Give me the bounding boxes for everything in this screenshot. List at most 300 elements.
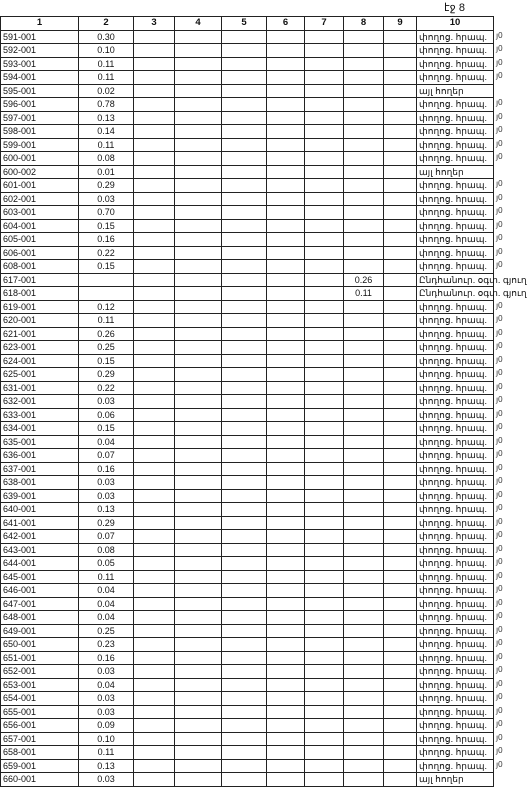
parcel-id-cell: 653-001 bbox=[1, 678, 79, 692]
table-row bbox=[1, 152, 494, 166]
empty-cell bbox=[305, 179, 344, 193]
empty-cell bbox=[222, 705, 267, 719]
area-cell: 0.14 bbox=[79, 125, 134, 139]
public-area-cell bbox=[344, 719, 384, 733]
empty-cell bbox=[305, 530, 344, 544]
column-header-9: 9 bbox=[384, 17, 417, 31]
empty-cell bbox=[267, 665, 305, 679]
empty-cell bbox=[384, 719, 417, 733]
table-row bbox=[1, 57, 494, 71]
empty-cell bbox=[267, 476, 305, 490]
empty-cell bbox=[222, 57, 267, 71]
empty-cell bbox=[222, 692, 267, 706]
empty-cell bbox=[384, 462, 417, 476]
land-use-cell: փողոց. հրապ. bbox=[417, 516, 494, 530]
empty-cell bbox=[384, 246, 417, 260]
empty-cell bbox=[175, 368, 222, 382]
empty-cell bbox=[134, 354, 175, 368]
land-use-cell: փողոց. հրապ. bbox=[417, 44, 494, 58]
area-cell: 0.11 bbox=[79, 746, 134, 760]
table-row bbox=[1, 651, 494, 665]
empty-cell bbox=[305, 489, 344, 503]
empty-cell bbox=[384, 192, 417, 206]
empty-cell bbox=[222, 152, 267, 166]
public-area-cell bbox=[344, 516, 384, 530]
parcel-id-cell: 654-001 bbox=[1, 692, 79, 706]
table-row bbox=[1, 530, 494, 544]
empty-cell bbox=[175, 381, 222, 395]
land-use-cell: փողոց. հրապ. bbox=[417, 246, 494, 260]
area-cell: 0.08 bbox=[79, 152, 134, 166]
empty-cell bbox=[222, 246, 267, 260]
empty-cell bbox=[134, 503, 175, 517]
empty-cell bbox=[305, 503, 344, 517]
table-row bbox=[1, 246, 494, 260]
public-area-cell: 0.11 bbox=[344, 287, 384, 301]
empty-cell bbox=[267, 530, 305, 544]
empty-cell bbox=[305, 476, 344, 490]
margin-note: յ0 bbox=[496, 760, 503, 769]
empty-cell bbox=[222, 422, 267, 436]
empty-cell bbox=[384, 773, 417, 787]
empty-cell bbox=[267, 503, 305, 517]
area-cell bbox=[79, 273, 134, 287]
land-use-cell: փողոց. հրապ. bbox=[417, 408, 494, 422]
empty-cell bbox=[305, 584, 344, 598]
area-cell: 0.03 bbox=[79, 476, 134, 490]
empty-cell bbox=[134, 638, 175, 652]
empty-cell bbox=[222, 557, 267, 571]
empty-cell bbox=[267, 449, 305, 463]
land-use-cell: փողոց. հրապ. bbox=[417, 260, 494, 274]
land-use-cell: փողոց. հրապ. bbox=[417, 138, 494, 152]
header-row bbox=[1, 17, 494, 31]
area-cell: 0.16 bbox=[79, 233, 134, 247]
empty-cell bbox=[134, 98, 175, 112]
empty-cell bbox=[222, 570, 267, 584]
empty-cell bbox=[305, 287, 344, 301]
empty-cell bbox=[267, 57, 305, 71]
column-header-5: 5 bbox=[222, 17, 267, 31]
empty-cell bbox=[175, 395, 222, 409]
public-area-cell: 0.26 bbox=[344, 273, 384, 287]
area-cell: 0.04 bbox=[79, 678, 134, 692]
table-row bbox=[1, 395, 494, 409]
land-use-cell: փողոց. հրապ. bbox=[417, 746, 494, 760]
land-use-cell: փողոց. հրապ. bbox=[417, 719, 494, 733]
land-use-cell: փողոց. հրապ. bbox=[417, 206, 494, 220]
empty-cell bbox=[305, 341, 344, 355]
public-area-cell bbox=[344, 584, 384, 598]
empty-cell bbox=[267, 692, 305, 706]
empty-cell bbox=[267, 611, 305, 625]
parcel-id-cell: 644-001 bbox=[1, 557, 79, 571]
land-use-cell: Ընդհանուր. օգտ. գյուղ bbox=[417, 273, 494, 287]
empty-cell bbox=[384, 273, 417, 287]
empty-cell bbox=[384, 219, 417, 233]
empty-cell bbox=[222, 341, 267, 355]
public-area-cell bbox=[344, 570, 384, 584]
margin-note: յ0 bbox=[496, 490, 503, 499]
empty-cell bbox=[384, 300, 417, 314]
empty-cell bbox=[305, 71, 344, 85]
empty-cell bbox=[134, 530, 175, 544]
public-area-cell bbox=[344, 206, 384, 220]
empty-cell bbox=[222, 233, 267, 247]
empty-cell bbox=[267, 125, 305, 139]
empty-cell bbox=[384, 44, 417, 58]
empty-cell bbox=[384, 408, 417, 422]
empty-cell bbox=[222, 327, 267, 341]
empty-cell bbox=[175, 165, 222, 179]
parcel-id-cell: 603-001 bbox=[1, 206, 79, 220]
margin-note: յ0 bbox=[496, 544, 503, 553]
empty-cell bbox=[267, 192, 305, 206]
land-use-cell: փողոց. հրապ. bbox=[417, 597, 494, 611]
empty-cell bbox=[134, 678, 175, 692]
empty-cell bbox=[267, 759, 305, 773]
table-row bbox=[1, 30, 494, 44]
table-row bbox=[1, 719, 494, 733]
empty-cell bbox=[222, 84, 267, 98]
empty-cell bbox=[134, 192, 175, 206]
public-area-cell bbox=[344, 759, 384, 773]
empty-cell bbox=[267, 368, 305, 382]
empty-cell bbox=[134, 57, 175, 71]
public-area-cell bbox=[344, 489, 384, 503]
empty-cell bbox=[305, 449, 344, 463]
area-cell: 0.04 bbox=[79, 435, 134, 449]
empty-cell bbox=[267, 314, 305, 328]
public-area-cell bbox=[344, 57, 384, 71]
empty-cell bbox=[134, 44, 175, 58]
empty-cell bbox=[305, 219, 344, 233]
empty-cell bbox=[267, 246, 305, 260]
parcel-id-cell: 620-001 bbox=[1, 314, 79, 328]
public-area-cell bbox=[344, 192, 384, 206]
table-row bbox=[1, 665, 494, 679]
empty-cell bbox=[222, 408, 267, 422]
land-use-cell: փողոց. հրապ. bbox=[417, 192, 494, 206]
empty-cell bbox=[134, 327, 175, 341]
margin-note: յ0 bbox=[496, 517, 503, 526]
area-cell: 0.13 bbox=[79, 759, 134, 773]
empty-cell bbox=[222, 597, 267, 611]
empty-cell bbox=[384, 678, 417, 692]
parcel-id-cell: 650-001 bbox=[1, 638, 79, 652]
area-cell: 0.03 bbox=[79, 665, 134, 679]
margin-note: յ0 bbox=[496, 179, 503, 188]
parcel-id-cell: 655-001 bbox=[1, 705, 79, 719]
margin-note: յ0 bbox=[496, 58, 503, 67]
empty-cell bbox=[134, 462, 175, 476]
area-cell: 0.04 bbox=[79, 611, 134, 625]
empty-cell bbox=[222, 300, 267, 314]
empty-cell bbox=[134, 543, 175, 557]
empty-cell bbox=[134, 476, 175, 490]
column-header-8: 8 bbox=[344, 17, 384, 31]
margin-note: յ0 bbox=[496, 44, 503, 53]
empty-cell bbox=[134, 381, 175, 395]
empty-cell bbox=[384, 84, 417, 98]
empty-cell bbox=[175, 57, 222, 71]
empty-cell bbox=[267, 30, 305, 44]
empty-cell bbox=[222, 462, 267, 476]
public-area-cell bbox=[344, 165, 384, 179]
empty-cell bbox=[384, 98, 417, 112]
empty-cell bbox=[175, 84, 222, 98]
empty-cell bbox=[222, 98, 267, 112]
empty-cell bbox=[267, 435, 305, 449]
margin-note: յ0 bbox=[496, 233, 503, 242]
empty-cell bbox=[134, 746, 175, 760]
public-area-cell bbox=[344, 260, 384, 274]
area-cell: 0.25 bbox=[79, 341, 134, 355]
public-area-cell bbox=[344, 246, 384, 260]
empty-cell bbox=[134, 233, 175, 247]
land-use-cell: փողոց. հրապ. bbox=[417, 530, 494, 544]
public-area-cell bbox=[344, 84, 384, 98]
empty-cell bbox=[305, 260, 344, 274]
table-row bbox=[1, 287, 494, 301]
public-area-cell bbox=[344, 300, 384, 314]
public-area-cell bbox=[344, 624, 384, 638]
land-use-cell: Ընդհանուր. օգտ. գյուղ bbox=[417, 287, 494, 301]
table-row bbox=[1, 408, 494, 422]
parcel-id-cell: 621-001 bbox=[1, 327, 79, 341]
area-cell: 0.05 bbox=[79, 557, 134, 571]
empty-cell bbox=[384, 30, 417, 44]
empty-cell bbox=[222, 530, 267, 544]
empty-cell bbox=[267, 84, 305, 98]
empty-cell bbox=[175, 462, 222, 476]
table-row bbox=[1, 422, 494, 436]
table-row bbox=[1, 84, 494, 98]
public-area-cell bbox=[344, 125, 384, 139]
empty-cell bbox=[175, 219, 222, 233]
parcel-id-cell: 591-001 bbox=[1, 30, 79, 44]
area-cell: 0.23 bbox=[79, 638, 134, 652]
area-cell: 0.10 bbox=[79, 732, 134, 746]
table-row bbox=[1, 192, 494, 206]
parcel-id-cell: 657-001 bbox=[1, 732, 79, 746]
empty-cell bbox=[267, 570, 305, 584]
empty-cell bbox=[222, 30, 267, 44]
margin-note: յ0 bbox=[496, 746, 503, 755]
empty-cell bbox=[384, 570, 417, 584]
parcel-id-cell: 600-002 bbox=[1, 165, 79, 179]
parcel-id-cell: 645-001 bbox=[1, 570, 79, 584]
area-cell: 0.11 bbox=[79, 57, 134, 71]
empty-cell bbox=[384, 557, 417, 571]
empty-cell bbox=[175, 705, 222, 719]
area-cell: 0.03 bbox=[79, 705, 134, 719]
land-use-cell: փողոց. հրապ. bbox=[417, 395, 494, 409]
public-area-cell bbox=[344, 233, 384, 247]
empty-cell bbox=[305, 152, 344, 166]
empty-cell bbox=[384, 651, 417, 665]
land-use-cell: փողոց. հրապ. bbox=[417, 354, 494, 368]
empty-cell bbox=[267, 584, 305, 598]
public-area-cell bbox=[344, 111, 384, 125]
empty-cell bbox=[305, 246, 344, 260]
public-area-cell bbox=[344, 44, 384, 58]
margin-note: յ0 bbox=[496, 382, 503, 391]
empty-cell bbox=[175, 665, 222, 679]
empty-cell bbox=[222, 125, 267, 139]
empty-cell bbox=[267, 746, 305, 760]
public-area-cell bbox=[344, 152, 384, 166]
column-header-10: 10 bbox=[417, 17, 494, 31]
area-cell: 0.11 bbox=[79, 314, 134, 328]
empty-cell bbox=[267, 732, 305, 746]
table-row bbox=[1, 516, 494, 530]
land-use-cell: փողոց. հրապ. bbox=[417, 300, 494, 314]
empty-cell bbox=[222, 44, 267, 58]
empty-cell bbox=[175, 192, 222, 206]
table-row bbox=[1, 543, 494, 557]
table-row bbox=[1, 759, 494, 773]
margin-note: յ0 bbox=[496, 328, 503, 337]
empty-cell bbox=[305, 516, 344, 530]
empty-cell bbox=[384, 530, 417, 544]
public-area-cell bbox=[344, 503, 384, 517]
land-use-cell: փողոց. հրապ. bbox=[417, 651, 494, 665]
table-row bbox=[1, 354, 494, 368]
empty-cell bbox=[134, 30, 175, 44]
column-header-2: 2 bbox=[79, 17, 134, 31]
empty-cell bbox=[267, 489, 305, 503]
empty-cell bbox=[305, 314, 344, 328]
empty-cell bbox=[267, 327, 305, 341]
empty-cell bbox=[305, 678, 344, 692]
empty-cell bbox=[384, 71, 417, 85]
empty-cell bbox=[134, 246, 175, 260]
empty-cell bbox=[267, 422, 305, 436]
empty-cell bbox=[267, 395, 305, 409]
empty-cell bbox=[384, 611, 417, 625]
area-cell: 0.16 bbox=[79, 651, 134, 665]
margin-note: յ0 bbox=[496, 139, 503, 148]
empty-cell bbox=[222, 192, 267, 206]
empty-cell bbox=[384, 152, 417, 166]
public-area-cell bbox=[344, 30, 384, 44]
parcel-id-cell: 658-001 bbox=[1, 746, 79, 760]
area-cell: 0.70 bbox=[79, 206, 134, 220]
empty-cell bbox=[175, 651, 222, 665]
public-area-cell bbox=[344, 138, 384, 152]
land-use-cell: փողոց. հրապ. bbox=[417, 125, 494, 139]
empty-cell bbox=[175, 516, 222, 530]
empty-cell bbox=[305, 233, 344, 247]
empty-cell bbox=[222, 665, 267, 679]
empty-cell bbox=[384, 287, 417, 301]
empty-cell bbox=[175, 98, 222, 112]
empty-cell bbox=[305, 624, 344, 638]
empty-cell bbox=[305, 138, 344, 152]
empty-cell bbox=[305, 273, 344, 287]
margin-note: յ0 bbox=[496, 719, 503, 728]
empty-cell bbox=[222, 71, 267, 85]
margin-note: յ0 bbox=[496, 476, 503, 485]
empty-cell bbox=[175, 476, 222, 490]
area-cell: 0.13 bbox=[79, 503, 134, 517]
column-header-4: 4 bbox=[175, 17, 222, 31]
public-area-cell bbox=[344, 705, 384, 719]
empty-cell bbox=[267, 287, 305, 301]
empty-cell bbox=[134, 138, 175, 152]
empty-cell bbox=[305, 368, 344, 382]
empty-cell bbox=[384, 381, 417, 395]
empty-cell bbox=[267, 597, 305, 611]
parcel-id-cell: 649-001 bbox=[1, 624, 79, 638]
empty-cell bbox=[384, 233, 417, 247]
empty-cell bbox=[384, 543, 417, 557]
empty-cell bbox=[384, 138, 417, 152]
empty-cell bbox=[384, 665, 417, 679]
empty-cell bbox=[267, 152, 305, 166]
empty-cell bbox=[134, 489, 175, 503]
area-cell: 0.15 bbox=[79, 354, 134, 368]
empty-cell bbox=[384, 165, 417, 179]
empty-cell bbox=[222, 314, 267, 328]
land-use-cell: փողոց. հրապ. bbox=[417, 314, 494, 328]
margin-note: յ0 bbox=[496, 247, 503, 256]
public-area-cell bbox=[344, 408, 384, 422]
public-area-cell bbox=[344, 71, 384, 85]
empty-cell bbox=[222, 354, 267, 368]
empty-cell bbox=[134, 611, 175, 625]
empty-cell bbox=[305, 408, 344, 422]
parcel-id-cell: 659-001 bbox=[1, 759, 79, 773]
empty-cell bbox=[384, 489, 417, 503]
empty-cell bbox=[175, 543, 222, 557]
empty-cell bbox=[222, 584, 267, 598]
column-header-7: 7 bbox=[305, 17, 344, 31]
parcel-id-cell: 632-001 bbox=[1, 395, 79, 409]
parcel-id-cell: 623-001 bbox=[1, 341, 79, 355]
land-use-cell: փողոց. հրապ. bbox=[417, 624, 494, 638]
empty-cell bbox=[134, 719, 175, 733]
empty-cell bbox=[384, 111, 417, 125]
empty-cell bbox=[267, 273, 305, 287]
empty-cell bbox=[175, 422, 222, 436]
empty-cell bbox=[384, 624, 417, 638]
area-cell: 0.22 bbox=[79, 246, 134, 260]
empty-cell bbox=[175, 489, 222, 503]
empty-cell bbox=[305, 98, 344, 112]
parcel-id-cell: 656-001 bbox=[1, 719, 79, 733]
area-cell: 0.13 bbox=[79, 111, 134, 125]
empty-cell bbox=[267, 408, 305, 422]
area-cell: 0.15 bbox=[79, 219, 134, 233]
land-use-cell: փողոց. հրապ. bbox=[417, 381, 494, 395]
empty-cell bbox=[267, 543, 305, 557]
table-row bbox=[1, 692, 494, 706]
empty-cell bbox=[175, 435, 222, 449]
empty-cell bbox=[134, 597, 175, 611]
empty-cell bbox=[222, 138, 267, 152]
empty-cell bbox=[134, 368, 175, 382]
table-row bbox=[1, 206, 494, 220]
public-area-cell bbox=[344, 341, 384, 355]
empty-cell bbox=[134, 692, 175, 706]
area-cell: 0.12 bbox=[79, 300, 134, 314]
empty-cell bbox=[175, 125, 222, 139]
parcel-id-cell: 599-001 bbox=[1, 138, 79, 152]
margin-note: յ0 bbox=[496, 571, 503, 580]
land-use-cell: այլ հողեր bbox=[417, 773, 494, 787]
